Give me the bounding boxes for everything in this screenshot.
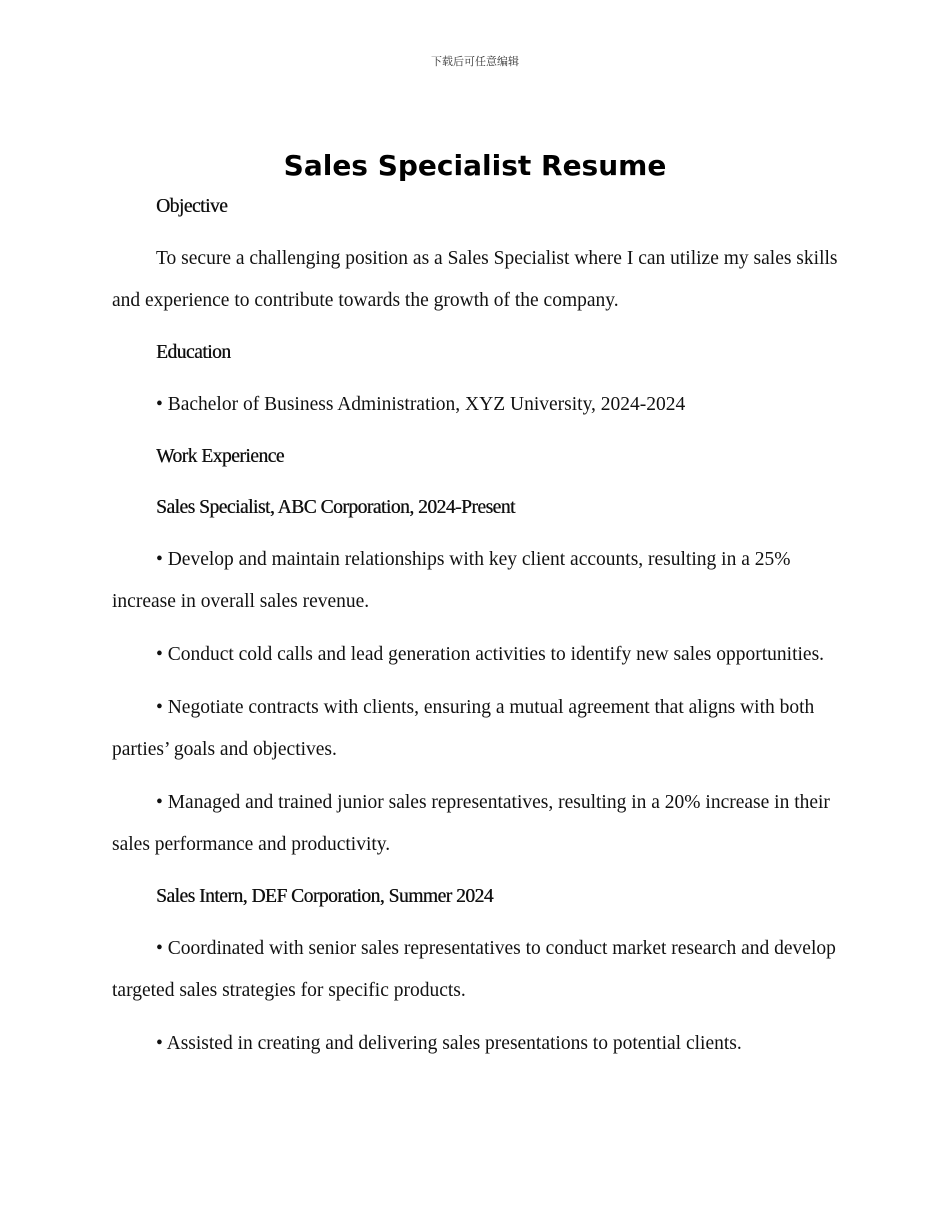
- job-bullet: • Negotiate contracts with clients, ensuring a mutual agreement that aligns with both parties’ goals and objectives.: [112, 697, 815, 760]
- job-title: Sales Specialist, ABC Corporation, 2024-Present: [156, 497, 515, 518]
- document-body: [112, 187, 840, 1065]
- page-header-note: 下载后可任意编辑: [431, 55, 519, 68]
- document-title: Sales Specialist Resume: [283, 149, 667, 182]
- job-bullet: • Conduct cold calls and lead generation activities to identify new sales opportunities.: [156, 644, 825, 665]
- job-bullet: • Managed and trained junior sales representatives, resulting in a 20% increase in their sales performance and productivity.: [112, 792, 830, 855]
- objective-text: To secure a challenging position as a Sales Specialist where I can utilize my sales skills and experience to contribute towards the growth of the company.: [112, 248, 838, 311]
- job-bullet: • Assisted in creating and delivering sales presentations to potential clients.: [156, 1033, 742, 1054]
- section-heading-objective: Objective: [156, 196, 228, 217]
- job-bullet: • Develop and maintain relationships with key client accounts, resulting in a 25% increase in overall sales revenue.: [112, 549, 791, 612]
- job-bullet: • Coordinated with senior sales representatives to conduct market research and develop targeted sales strategies for specific products.: [112, 938, 836, 1001]
- section-heading-education: Education: [156, 342, 231, 363]
- section-heading-work-experience: Work Experience: [156, 446, 284, 467]
- job-title: Sales Intern, DEF Corporation, Summer 2024: [156, 886, 493, 907]
- education-item: • Bachelor of Business Administration, XYZ University, 2024-2024: [156, 394, 686, 415]
